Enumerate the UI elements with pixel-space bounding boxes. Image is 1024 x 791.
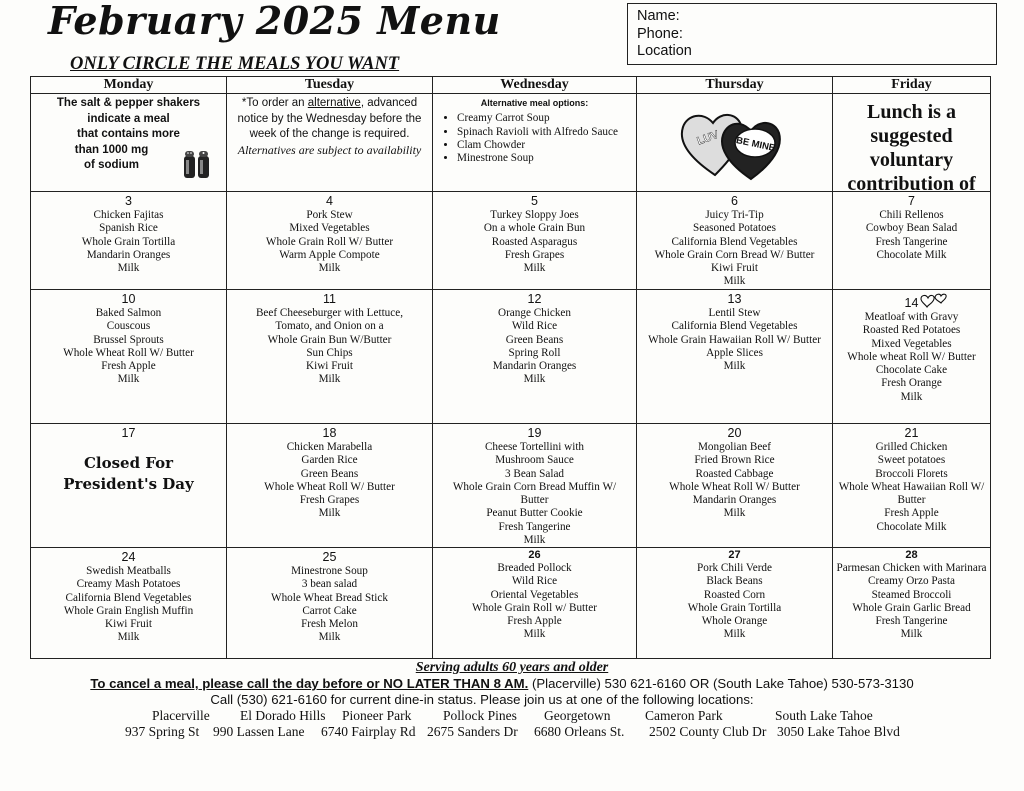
location-names-row [120,708,920,724]
menu-item: Whole Wheat Roll W/ Butter [264,480,395,493]
menu-item: Warm Apple Compote [279,248,380,261]
menu-item: Baked Salmon [95,307,162,319]
menu-item: Meatloaf with Gravy [864,311,959,323]
closed-notice-line: Closed For [83,454,174,472]
day-number: 24 [121,550,136,564]
name-label: Name: [637,8,680,24]
day-cell [227,290,433,424]
menu-item: Fresh Melon [301,618,358,631]
day-cell [31,424,227,548]
menu-item: Chocolate Milk [876,248,947,261]
menu-item: California Blend Vegetables [671,235,798,248]
menu-item: Parmesan Chicken with Marinara [836,562,987,574]
menu-item: Wild Rice [511,320,558,333]
menu-calendar [30,76,991,659]
menu-item: Spring Roll [508,346,561,359]
closed-notice-line: President's Day [63,475,194,493]
menu-item: Whole Grain Garlic Bread [852,601,971,614]
menu-item: Milk [900,390,923,403]
menu-item: California Blend Vegetables [65,591,192,604]
menu-item: Whole Grain Tortilla [687,601,782,614]
menu-item: Spanish Rice [99,222,158,235]
day-cell [833,424,990,548]
menu-item: Juicy Tri-Tip [705,209,764,221]
menu-item: Fresh Apple [884,507,939,520]
menu-item: Grilled Chicken [875,441,948,453]
day-number: 4 [326,194,333,208]
day-number: 26 [528,549,541,561]
location-name: South Lake Tahoe [775,708,873,723]
menu-item: Roasted Cabbage [695,467,774,480]
day-cell [227,548,433,658]
day-cell [637,192,833,290]
menu-item: Creamy Mash Potatoes [76,578,181,591]
menu-item: Fresh Apple [101,360,156,373]
cancel-instruction: To cancel a meal, please call the day before or NO LATER THAN 8 AM. [90,676,529,691]
menu-item: Swedish Meatballs [86,565,171,577]
menu-item: Seasoned Potatoes [693,222,776,235]
closed-notice [33,453,224,495]
day-number: 6 [731,194,738,208]
menu-item: Couscous [106,320,151,333]
menu-item: Chocolate Cake [875,364,948,377]
location-name: El Dorado Hills [240,708,326,723]
day-cell [433,290,637,424]
day-number: 5 [531,194,538,208]
menu-item: Wild Rice [511,575,558,588]
menu-item: Whole Grain Corn Bread W/ Butter [654,248,815,261]
menu-item: Mushroom Sauce [495,454,574,467]
menu-item: Beef Cheeseburger with Lettuce, [255,307,404,319]
menu-item: Milk [318,507,341,520]
menu-item: Milk [900,628,923,641]
contribution-note [833,94,990,192]
contribution-line: Lunch is a [867,101,956,123]
phone-label: Phone: [637,25,683,42]
menu-item: Milk [318,262,341,275]
menu-item: Butter [520,494,549,507]
contact-box [627,3,997,65]
menu-item: Fresh Tangerine [498,520,571,533]
menu-item: Chocolate Milk [876,520,947,533]
menu-item: Carrot Cake [302,604,357,617]
alternative-option: • Clam Chowder [457,139,630,152]
alternative-options [433,94,637,192]
location-address: 937 Spring St [125,724,200,739]
menu-item: Whole Wheat Hawaiian Roll W/ [838,480,985,493]
menu-item: Milk [523,262,546,275]
menu-item: Fresh Tangerine [875,615,948,628]
alternative-link-text: alternative [307,97,361,109]
menu-item: On a whole Grain Bun [483,222,586,235]
day-cell [227,424,433,548]
sodium-note [31,94,227,192]
location-address: 2675 Sanders Dr [427,724,518,739]
menu-item: Whole Grain Roll W/ Butter [265,235,394,248]
menu-item: Whole Wheat Roll W/ Butter [669,480,800,493]
alternative-option: • Minestrone Soup [457,152,630,165]
menu-item: Breaded Pollock [497,562,572,574]
contribution-line: contribution of [847,173,976,192]
sodium-note-line: The salt & pepper shakers [56,97,201,109]
page-subtitle: ONLY CIRCLE THE MEALS YOU WANT [70,54,400,74]
day-cell [833,290,990,424]
menu-item: Mandarin Oranges [692,494,777,507]
day-number: 17 [121,426,136,440]
menu-item: Whole Grain English Muffin [63,604,194,617]
menu-item: Chicken Marabella [286,441,373,453]
day-number: 11 [323,292,336,306]
header-tuesday: Tuesday [227,77,433,94]
menu-item: Fresh Grapes [299,494,360,507]
menu-item: 3 Bean Salad [504,467,565,480]
menu-item: Pork Chili Verde [697,562,772,574]
menu-item: Chicken Fajitas [93,209,164,221]
dine-in-note: Call (530) 621-6160 for current dine-in status. Please join us at one of the following locations: [210,692,754,707]
menu-item: Milk [523,628,546,641]
menu-item: Whole Grain Hawaiian Roll W/ Butter [648,333,821,346]
menu-item: Milk [723,360,746,373]
day-cell [433,548,637,658]
location-name: Pollock Pines [443,708,517,723]
menu-item: Fried Brown Rice [694,454,775,467]
menu-item: Whole Grain Corn Bread Muffin W/ [452,480,617,493]
alternative-options-list [439,112,630,165]
candy-heart-left-text: LUV [695,128,720,148]
hearts-doodle-icon [919,293,949,309]
menu-item: Whole Orange [701,615,768,628]
menu-item: Green Beans [505,333,564,346]
day-number: 27 [728,549,741,561]
menu-item: Fresh Tangerine [875,235,948,248]
location-label: Location [637,43,692,59]
menu-item: Sweet potatoes [877,454,946,467]
day-cell [637,424,833,548]
alternative-note-rest: , advanced notice by the Wednesday before the week of the change is required. [237,97,422,140]
menu-item: Fresh Apple [507,615,562,628]
day-cell [637,290,833,424]
day-number: 7 [908,194,915,208]
day-number: 28 [905,549,918,561]
menu-item: Orange Chicken [497,307,571,319]
cancel-note [0,676,1014,691]
menu-item: Milk [723,628,746,641]
menu-item: Milk [523,534,546,547]
menu-item: Creamy Orzo Pasta [868,575,955,588]
menu-item: Turkey Sloppy Joes [490,209,579,221]
alternative-option: • Creamy Carrot Soup [457,112,630,125]
candy-heart-right-text: BE MINE [734,134,776,154]
day-cell [833,192,990,290]
menu-item: Garden Rice [301,454,358,467]
contribution-line: suggested voluntary [869,125,954,171]
alternative-note [227,94,433,192]
location-name: Pioneer Park [342,708,412,723]
sodium-note-line: indicate a meal [87,112,170,125]
page-title: February 2025 Menu [48,0,501,43]
valentine-hearts-cell [637,94,833,192]
menu-item: Mixed Vegetables [871,337,952,350]
location-name: Placerville [152,708,210,723]
day-cell [433,192,637,290]
day-cell [31,290,227,424]
menu-item: Fresh Grapes [504,248,565,261]
location-name: Georgetown [544,708,611,723]
menu-item: Milk [117,631,140,644]
header-friday: Friday [833,77,990,94]
menu-item: Mandarin Oranges [492,360,577,373]
day-cell [433,424,637,548]
day-cell [637,548,833,658]
day-number: 20 [727,426,742,440]
menu-item: Milk [723,507,746,520]
menu-item: Apple Slices [706,346,763,359]
menu-item: Milk [523,373,546,386]
menu-item: 3 bean salad [301,578,358,591]
menu-item: Broccoli Florets [875,467,948,480]
menu-item: Mandarin Oranges [86,248,171,261]
menu-item: Milk [318,631,341,644]
location-address: 6680 Orleans St. [534,724,625,739]
locations [120,708,920,740]
menu-item: California Blend Vegetables [671,320,798,333]
alternative-option: • Spinach Ravioli with Alfredo Sauce [457,126,630,139]
alternative-availability: Alternatives are subject to availability [237,142,422,157]
location-address: 3050 Lake Tahoe Blvd [777,724,900,739]
menu-item: Oriental Vegetables [490,588,579,601]
salt-pepper-shakers-icon [182,148,212,180]
alternative-note-prefix: *To order an [241,97,308,109]
menu-item: Peanut Butter Cookie [486,507,583,520]
menu-item: Pork Stew [306,209,353,221]
menu-item: Roasted Asparagus [491,235,578,248]
menu-item: Milk [117,262,140,275]
menu-item: Whole wheat Roll W/ Butter [847,350,976,363]
day-cell [833,548,990,658]
day-number: 12 [527,292,542,306]
day-number: 14 [904,296,919,310]
day-number: 25 [322,550,337,564]
sodium-note-line: of sodium [84,159,139,171]
location-addresses-row [120,724,920,740]
menu-item: Brussel Sprouts [93,333,164,346]
header-thursday: Thursday [637,77,833,94]
menu-item: Whole Grain Roll w/ Butter [472,601,597,614]
menu-item: Minestrone Soup [291,565,368,577]
menu-item: Whole Wheat Roll W/ Butter [63,346,194,359]
menu-item: Steamed Broccoli [871,588,952,601]
menu-item: Whole Grain Bun W/Butter [267,333,392,346]
sodium-note-line: than 1000 mg [74,143,149,156]
menu-item: Black Beans [706,575,763,588]
menu-item: Butter [897,494,926,507]
serving-note: Serving adults 60 years and older [415,660,609,675]
day-number: 21 [904,426,919,440]
cancel-phones: (Placerville) 530 621-6160 OR (South Lake Tahoe) 530-573-3130 [528,676,914,691]
header-monday: Monday [31,77,227,94]
alternative-options-title: Alternative meal options: [480,98,589,108]
menu-item: Cheese Tortellini with [484,441,585,453]
menu-item: Mixed Vegetables [289,222,370,235]
menu-item: Milk [318,373,341,386]
location-address: 2502 County Club Dr [649,724,767,739]
menu-item: Whole Wheat Bread Stick [271,591,388,604]
menu-item: Cowboy Bean Salad [865,222,958,235]
day-number: 19 [527,426,542,440]
location-address: 6740 Fairplay Rd [321,724,416,739]
menu-item: Roasted Red Potatoes [862,324,961,337]
menu-item: Kiwi Fruit [306,360,353,373]
day-number: 10 [121,292,136,306]
day-number: 3 [125,194,132,208]
menu-item: Sun Chips [306,346,353,359]
header-wednesday: Wednesday [433,77,637,94]
day-number: 18 [322,426,337,440]
menu-item: Lentil Stew [708,307,761,319]
candy-hearts-icon [675,103,795,183]
menu-item: Chili Rellenos [879,209,944,221]
location-address: 990 Lassen Lane [213,724,305,739]
menu-item: Milk [117,373,140,386]
day-number: 13 [727,292,742,306]
menu-item: Roasted Corn [703,588,766,601]
menu-item: Mongolian Beef [697,441,771,453]
menu-item: Tomato, and Onion on a [275,320,384,333]
menu-item: Green Beans [300,467,359,480]
day-cell [31,192,227,290]
menu-item: Fresh Orange [881,377,942,390]
menu-item: Kiwi Fruit [105,618,152,631]
day-cell [227,192,433,290]
menu-item: Milk [723,275,746,288]
location-name: Cameron Park [645,708,723,723]
menu-item: Kiwi Fruit [711,262,758,275]
sodium-note-line: that contains more [77,128,180,140]
menu-item: Whole Grain Tortilla [81,235,176,248]
day-cell [31,548,227,658]
